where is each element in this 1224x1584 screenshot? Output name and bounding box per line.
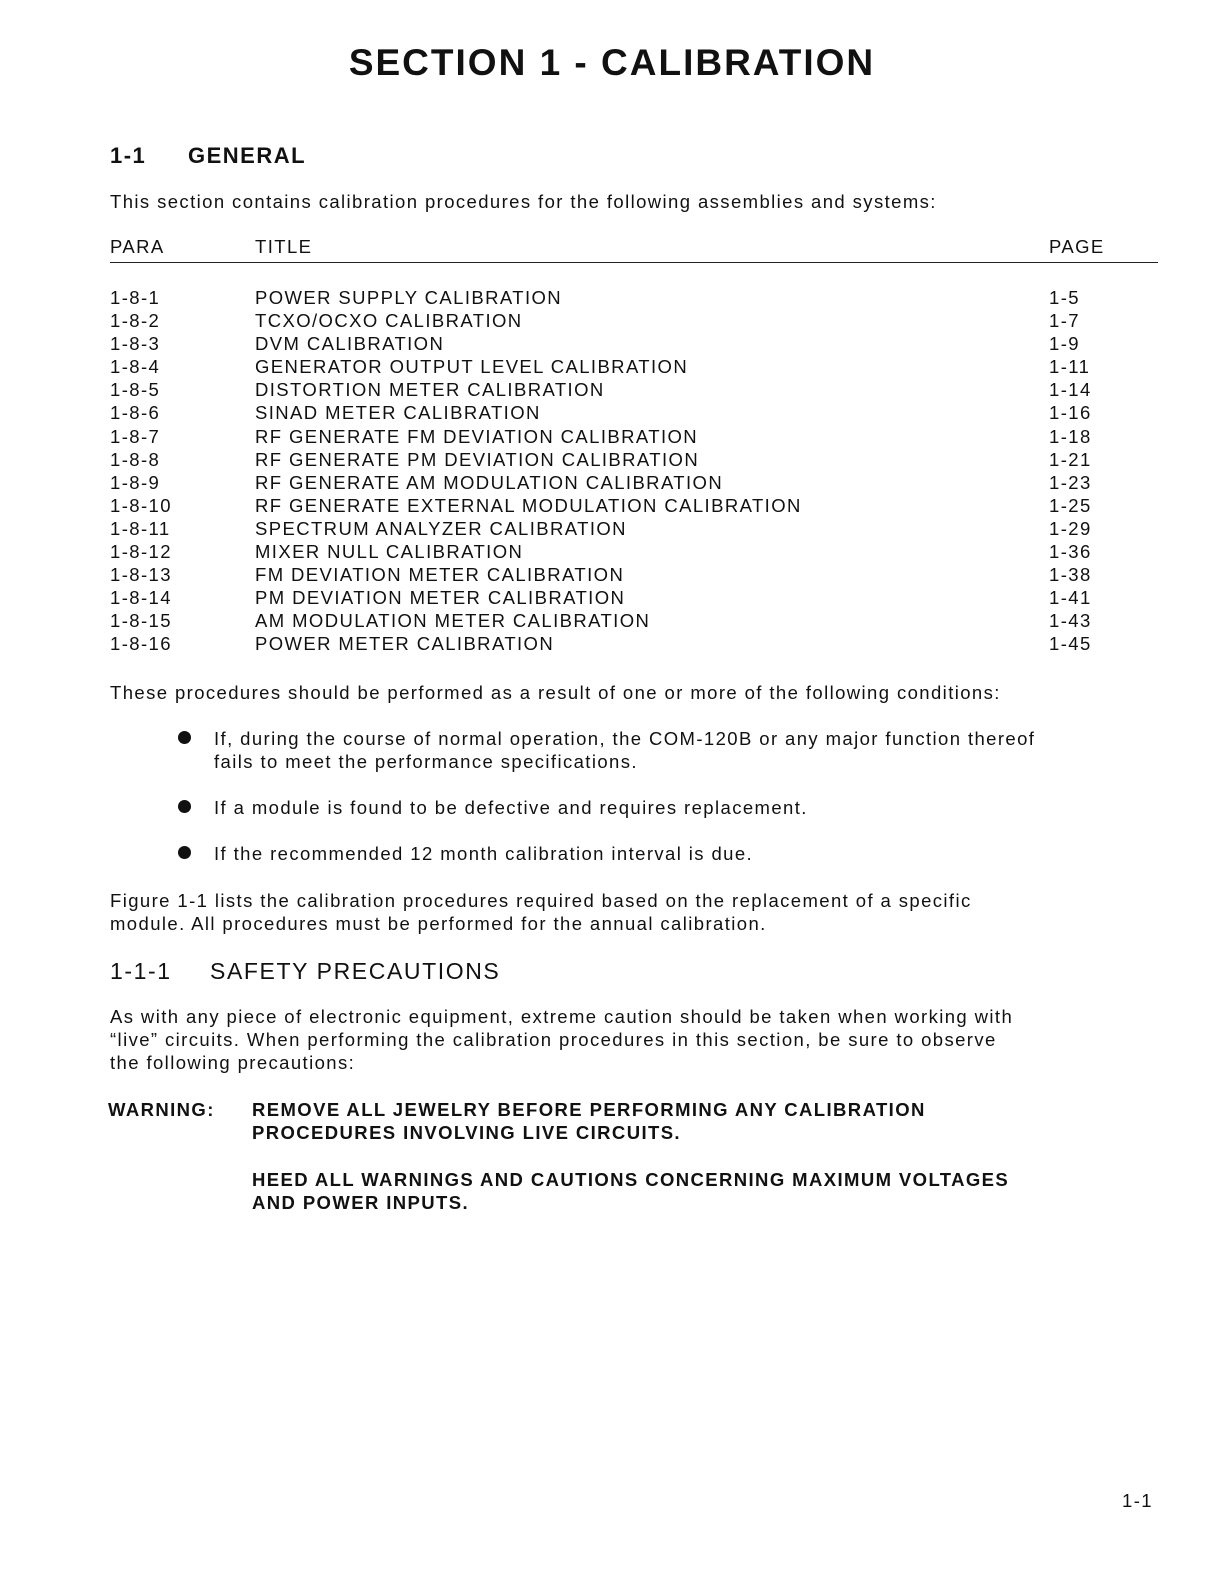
toc-title: RF GENERATE PM DEVIATION CALIBRATION (255, 448, 700, 470)
toc-row (110, 355, 1158, 378)
toc-title: TCXO/OCXO CALIBRATION (255, 310, 523, 332)
toc-page: 1-45 (1049, 633, 1092, 655)
toc-row (110, 609, 1158, 632)
section-heading-safety (110, 958, 500, 985)
list-item (178, 796, 1035, 819)
toc-title: SPECTRUM ANALYZER CALIBRATION (255, 517, 627, 539)
toc-header-page: PAGE (1049, 236, 1105, 257)
warning-line: AND POWER INPUTS. (252, 1192, 470, 1213)
toc-title: AM MODULATION METER CALIBRATION (255, 610, 651, 632)
toc-row (110, 425, 1158, 448)
toc-page: 1-29 (1049, 517, 1092, 539)
toc-page: 1-11 (1049, 356, 1091, 378)
figure-note (110, 889, 972, 935)
toc-header-para: PARA (110, 236, 165, 257)
toc-para: 1-8-15 (110, 610, 172, 632)
warning-paragraph (252, 1098, 926, 1144)
toc-title: GENERATOR OUTPUT LEVEL CALIBRATION (255, 356, 689, 378)
toc-title: RF GENERATE EXTERNAL MODULATION CALIBRATION (255, 494, 802, 516)
toc-para: 1-8-14 (110, 587, 172, 609)
toc-para: 1-8-6 (110, 402, 161, 424)
list-item-line: If a module is found to be defective and requires replacement. (214, 797, 808, 818)
toc-para: 1-8-9 (110, 471, 161, 493)
bullet-icon (178, 846, 191, 859)
toc-title: DVM CALIBRATION (255, 333, 445, 355)
toc-para: 1-8-3 (110, 333, 161, 355)
section-number: 1-1 (110, 143, 147, 168)
toc-page: 1-41 (1049, 587, 1092, 609)
toc-para: 1-8-10 (110, 494, 172, 516)
toc-title: FM DEVIATION METER CALIBRATION (255, 564, 625, 586)
toc-page: 1-18 (1049, 425, 1092, 447)
list-item (178, 842, 1035, 865)
subsection-title: SAFETY PRECAUTIONS (210, 958, 501, 984)
toc-para: 1-8-7 (110, 425, 161, 447)
safety-line: As with any piece of electronic equipment, extreme caution should be taken when working with (110, 1006, 1014, 1027)
toc-para: 1-8-11 (110, 517, 171, 539)
list-item-line: If the recommended 12 month calibration interval is due. (214, 843, 754, 864)
toc-page: 1-16 (1049, 402, 1092, 424)
toc-row (110, 471, 1158, 494)
page-title: SECTION 1 - CALIBRATION (348, 42, 876, 83)
toc-page: 1-5 (1049, 287, 1080, 308)
list-item-line: If, during the course of normal operation, the COM-120B or any major function thereof (214, 728, 1036, 749)
warning-line: HEED ALL WARNINGS AND CAUTIONS CONCERNING MAXIMUM VOLTAGES (252, 1169, 1010, 1190)
figure-note-line: module. All procedures must be performed for the annual calibration. (110, 913, 767, 934)
toc-para: 1-8-16 (110, 633, 172, 655)
toc-title: POWER METER CALIBRATION (255, 633, 555, 655)
toc-title: PM DEVIATION METER CALIBRATION (255, 587, 626, 609)
toc-title: DISTORTION METER CALIBRATION (255, 379, 605, 401)
toc-page: 1-36 (1049, 541, 1092, 563)
toc-title: RF GENERATE AM MODULATION CALIBRATION (255, 471, 724, 493)
toc-para: 1-8-2 (110, 310, 161, 332)
general-intro: This section contains calibration procedures for the following assemblies and systems: (110, 191, 937, 212)
warning-line: PROCEDURES INVOLVING LIVE CIRCUITS. (252, 1122, 681, 1143)
toc-title: SINAD METER CALIBRATION (255, 402, 541, 424)
toc-para: 1-8-4 (110, 356, 161, 378)
toc-page: 1-7 (1049, 310, 1080, 332)
toc-page: 1-38 (1049, 564, 1092, 586)
section-title: GENERAL (188, 143, 307, 168)
toc-row (110, 540, 1158, 563)
toc-row (110, 401, 1158, 424)
list-item (178, 727, 1035, 773)
toc-row (110, 286, 1158, 309)
safety-text (110, 1005, 1013, 1074)
conditions-list (178, 727, 1035, 888)
toc-para: 1-8-1 (110, 287, 161, 308)
toc-para: 1-8-12 (110, 541, 172, 563)
toc-title: POWER SUPPLY CALIBRATION (255, 287, 563, 308)
toc-para: 1-8-13 (110, 564, 172, 586)
bullet-icon (178, 731, 191, 744)
toc-row (110, 332, 1158, 355)
toc-page: 1-14 (1049, 379, 1092, 401)
toc-title: RF GENERATE FM DEVIATION CALIBRATION (255, 425, 699, 447)
warning-paragraph (252, 1168, 1009, 1214)
list-item-line: fails to meet the performance specifications. (214, 751, 638, 772)
toc-header-title: TITLE (255, 236, 313, 257)
toc-row (110, 309, 1158, 332)
warning-line: REMOVE ALL JEWELRY BEFORE PERFORMING ANY CALIBRATION (252, 1099, 926, 1120)
toc-para: 1-8-5 (110, 379, 161, 401)
section-heading-general (110, 143, 306, 169)
figure-note-line: Figure 1-1 lists the calibration procedures required based on the replacement of a specific (110, 890, 972, 911)
toc-header (110, 236, 1158, 263)
toc-row (110, 378, 1158, 401)
conditions-intro: These procedures should be performed as a result of one or more of the following conditions: (110, 682, 1001, 703)
toc-row (110, 448, 1158, 471)
safety-line: “live” circuits. When performing the calibration procedures in this section, be sure to observe (110, 1029, 997, 1050)
toc-title: MIXER NULL CALIBRATION (255, 541, 524, 563)
subsection-number: 1-1-1 (110, 958, 172, 984)
toc-list (110, 286, 1158, 656)
toc-para: 1-8-8 (110, 448, 161, 470)
toc-page: 1-23 (1049, 471, 1092, 493)
safety-line: the following precautions: (110, 1052, 356, 1073)
toc-row (110, 517, 1158, 540)
toc-row (110, 563, 1158, 586)
page-number: 1-1 (1122, 1490, 1153, 1511)
toc-page: 1-9 (1049, 333, 1080, 355)
toc-page: 1-25 (1049, 494, 1092, 516)
toc-row (110, 586, 1158, 609)
toc-page: 1-43 (1049, 610, 1092, 632)
toc-row (110, 494, 1158, 517)
warning-label: WARNING: (108, 1099, 215, 1120)
toc-row (110, 632, 1158, 655)
bullet-icon (178, 800, 191, 813)
toc-page: 1-21 (1049, 448, 1092, 470)
